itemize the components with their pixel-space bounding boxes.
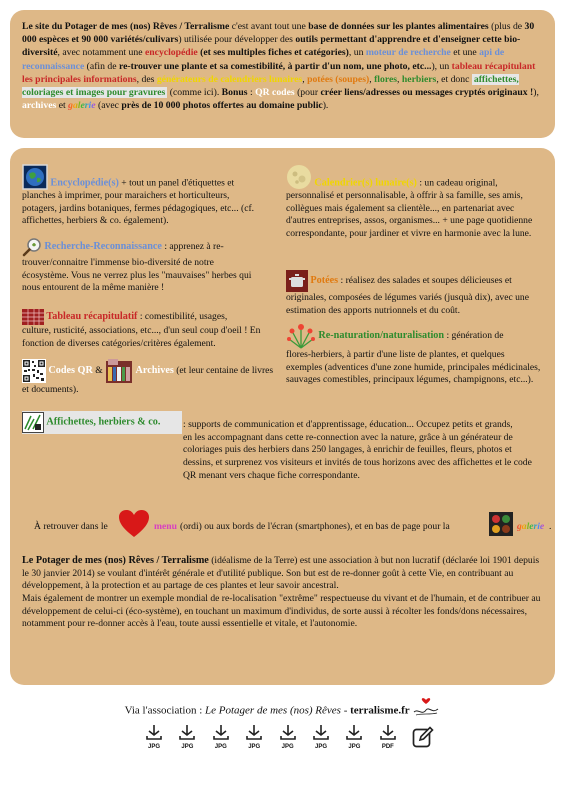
download-row [145, 724, 434, 752]
poster-icon[interactable] [22, 412, 44, 433]
link-flores[interactable]: flores [374, 73, 398, 85]
link-herbiers[interactable]: herbiers [401, 73, 437, 85]
link-encyclopedie[interactable]: encyclopédie [144, 47, 198, 59]
magnifier-icon[interactable] [22, 237, 42, 257]
globe-icon[interactable] [22, 164, 48, 190]
feature-encyclopedie: Encyclopédie(s) + tout un panel d'étiquettes et planches à imprimer, pour maraichers et horticulteurs, potagers, jardins botaniques, fermes pédagogiques, etc... (cf. affichettes, herbiers & co. également). [22, 164, 262, 228]
feature-title[interactable]: Codes QR [48, 365, 93, 377]
feature-title[interactable]: Calendrier(s) lunaire(s) [314, 177, 417, 189]
feature-renaturation: Re-naturation/naturalisation : génération de flores-herbiers, à partir d'une liste de plantes, et quelques exemples (adventices d'une zone humide, principales médicinales, sauvages comestibles, principaux légumes, champignons, etc...). [286, 323, 541, 387]
download-icon [279, 724, 297, 740]
flower-icon[interactable] [286, 323, 316, 349]
menu-line: À retrouver dans le menu (ordi) ou aux bords de l'écran (smartphones), et en bas de page pour la galerie . [34, 510, 544, 540]
footer: Via l'association : Le Potager de mes (nos) Rêves - terralisme.fr [0, 700, 565, 722]
download-jpg-button[interactable]: JPG [145, 724, 163, 752]
feature-tableau: Tableau récapitulatif : comestibilité, usages, culture, rusticité, associations, etc..., d'un seul coup d'oeil ! En fonction de diverses catégories/critères également. [22, 309, 262, 350]
link-tableau[interactable]: tableau récapitulant les principales informations [22, 60, 536, 85]
feature-title[interactable]: Affichettes, herbiers & co. [46, 416, 161, 428]
galerie-link[interactable]: galerie [517, 521, 545, 532]
download-jpg-button[interactable]: JPG [178, 724, 196, 752]
gallery-icon[interactable] [489, 512, 513, 536]
about-section: Le Potager de mes (nos) Rêves / Terralisme (idéalisme de la Terre) est une association à but non lucratif (déclarée loi 1901 depuis le 30 janvier 2014) se voulant d'intérêt générale et d'utilité publique. Son but est de re-donner goût à cette Vie, en contribuant au développement, à la protection et au partage de ces plantes et leur savoir ancestral. Mais également de montrer un exemple mondial de re-localisation "extrême" respectueuse du vivant et de l'humain, et de contribuer au développement de celui-ci (éco-système), en touchant un maximum d'individus, de sorte aussi à récolter les fonds/dons nécessaires, notamment pour re-donner accès à l'eau, toute aussi essentielle et vitale, et l'autonomie. [22, 555, 541, 630]
feature-calendrier: Calendrier(s) lunaire(s) : un cadeau original, personnalisé et personnalisable, à offrir à sa famille, ses amis, collègues mais également sa clientèle..., en partenariat avec d'autres entreprises, assos, organismes... + une page quotidienne correspondante, pour jardiner et vivre en harmonie avec la lune. [286, 164, 541, 241]
qr-code-icon[interactable] [22, 359, 46, 383]
download-icon [212, 724, 230, 740]
link-calendriers[interactable]: générateurs de calendriers lunaires [156, 73, 303, 85]
feature-qr-archives: Codes QR & Archives (et leur centaine de livres et documents). [22, 358, 282, 397]
download-jpg-button[interactable]: JPG [245, 724, 263, 752]
link-affichettes[interactable]: affichettes, coloriages et images pour gravures [22, 73, 519, 98]
intro-panel [10, 10, 555, 138]
download-jpg-button[interactable]: JPG [345, 724, 363, 752]
download-icon [312, 724, 330, 740]
download-icon [245, 724, 263, 740]
link-archives[interactable]: archives [22, 100, 57, 112]
feature-title[interactable]: Tableau récapitulatif [46, 311, 138, 323]
link-qr-codes[interactable]: QR codes [255, 86, 295, 98]
link-potees[interactable]: potées (soupes) [307, 73, 370, 85]
pot-icon[interactable] [286, 270, 308, 292]
site-name: Le site du Potager de mes (nos) Rêves / Terralisme [22, 21, 230, 32]
about-title: Le Potager de mes (nos) Rêves / Terralisme [22, 555, 209, 566]
assoc-name: Le Potager de mes (nos) Rêves [205, 704, 341, 717]
moon-icon[interactable] [286, 164, 312, 190]
archives-icon[interactable] [105, 358, 133, 384]
download-icon [379, 724, 397, 740]
feature-potees: Potées : réalisez des salades et soupes délicieuses et originales, composées de légumes variés (jusquà dix), avec une estimation des apports nutrionnels et du coût. [286, 270, 541, 317]
edit-icon [412, 726, 434, 748]
features-panel: Encyclopédie(s) + tout un panel d'étiquettes et planches à imprimer, pour maraichers et horticulteurs, potagers, jardins botaniques, fermes pédagogiques, etc... (cf. affichettes, herbiers & co. également). Recherche-Reconnaissance : apprenez à re- trouver/connaitre l'immense bio-diversité de notre écosystème. Vous ne verrez plus les "mauvaises" herbes qui nous entourent de la même manière ! Tableau récapitulatif : comestibilité, usages, culture, rusticité, associations, etc..., d'un seul coup d'oeil ! En fonction de diverses catégories/critères également. Codes QR & Archives (et leur centaine de livres et documents). Calendrier(s) lunaire(s) : un cadeau original, personnalisé et personnalisable, à offrir à sa famille, ses amis, collègues mais également sa clientèle..., en partenariat avec d'autres entreprises, assos, organismes... + une page quotidienne correspondante, pour jardiner et vivre en harmonie avec la lune. Potées : réalisez des salades et soupes délicieuses et originales, composées de légumes variés (jusquà dix), avec une estimation des apports nutrionnels et du coût. Re-naturation/naturalisation : génération de flores-herbiers, à partir d'une liste de plantes, et quelques exemples (adventices d'une zone humide, principales médicinales, sauvages comestibles, principaux légumes, champignons, etc...). Affichettes, herbiers & co. : supports de communication et d'apprentissage, éducation... Occupez petits et grands, en les accompagnant dans cette re-connection avec la nature, grâce à un générateur de coloriages puis des herbiers dans 250 langages, à enrichir de feuilles, fleurs, photos et dessins, et surprenez vos visiteurs et invités de tous horizons avec des affichettes et le code QR menant vers chaque fiche correspondante. À retrouver dans le menu (ordi) ou aux bords de l'écran (smartphones), et en bas de page pour la galerie . Le Potager de mes (nos) Rêves / Terralisme (idéalisme de la Terre) est une association à but non lucratif (déclarée loi 1901 depuis le 30 janvier 2014) se voulant d'intérêt générale et d'utilité publique. Son but est de re-donner goût à cette Vie, en contribuant au développement, à la protection et au partage de ces plantes et leur savoir ancestral. Mais également de montrer un exemple mondial de re-localisation "extrême" respectueuse du vivant et de l'humain, et de contribuer au développement de celui-ci (éco-système), en touchant un maximum d'individus, de sorte aussi à récolter les fonds/dons nécessaires, notamment pour re-donner accès à l'eau, toute aussi essentielle et vitale, et l'autonomie. [10, 148, 555, 685]
feature-title[interactable]: Archives [135, 365, 174, 377]
download-icon [145, 724, 163, 740]
download-icon [178, 724, 196, 740]
intro-text: Le site du Potager de mes (nos) Rêves / Terralisme c'est avant tout une base de données sur les plantes alimentaires (plus de 30 000 espèces et 90 000 variétés/culivars) utilisée pour développer des outils permettant d'apprendre et d'enseigner cette bio-diversité, avec notamment une encyclopédie (et ses multiples fiches et catégories), un moteur de recherche et une api de reconnaissance (afin de re-trouver une plante et sa comestibilité, à partir d'un nom, une photo, etc...), un tableau récapitulant les principales informations, des générateurs de calendriers lunaires, potées (soupes), flores, herbiers, et donc affichettes, coloriages et images pour gravures (comme ici). Bonus : QR codes (pour créer liens/adresses ou messages cryptés originaux !), archives et galerie (avec près de 10 000 photos offertes au domaine public). [22, 21, 539, 112]
table-icon[interactable] [22, 309, 44, 325]
feature-title[interactable]: Recherche-Reconnaissance [44, 241, 162, 253]
download-jpg-button[interactable]: JPG [279, 724, 297, 752]
link-api-reconnaissance[interactable]: api de reconnaissance [22, 47, 505, 72]
download-jpg-button[interactable]: JPG [312, 724, 330, 752]
feature-title[interactable]: Encyclopédie(s) [50, 177, 119, 189]
edit-button[interactable] [412, 726, 434, 753]
download-pdf-button[interactable]: PDF [379, 724, 397, 752]
feature-title[interactable]: Potées [310, 275, 339, 287]
link-galerie[interactable]: galerie [68, 100, 96, 112]
feature-title[interactable]: Re-naturation/naturalisation [318, 330, 445, 342]
download-icon [345, 724, 363, 740]
feature-recherche: Recherche-Reconnaissance : apprenez à re- trouver/connaitre l'immense bio-diversité de notre écosystème. Vous ne verrez plus les "mauvaises" herbes qui nous entourent de la même manière ! [22, 237, 262, 295]
heart-icon[interactable] [119, 510, 149, 538]
menu-link[interactable]: menu [154, 521, 177, 532]
download-jpg-button[interactable]: JPG [212, 724, 230, 752]
link-moteur-recherche[interactable]: moteur de recherche [365, 47, 451, 59]
signature-icon [412, 696, 440, 718]
site-link[interactable]: terralisme.fr [350, 704, 410, 717]
